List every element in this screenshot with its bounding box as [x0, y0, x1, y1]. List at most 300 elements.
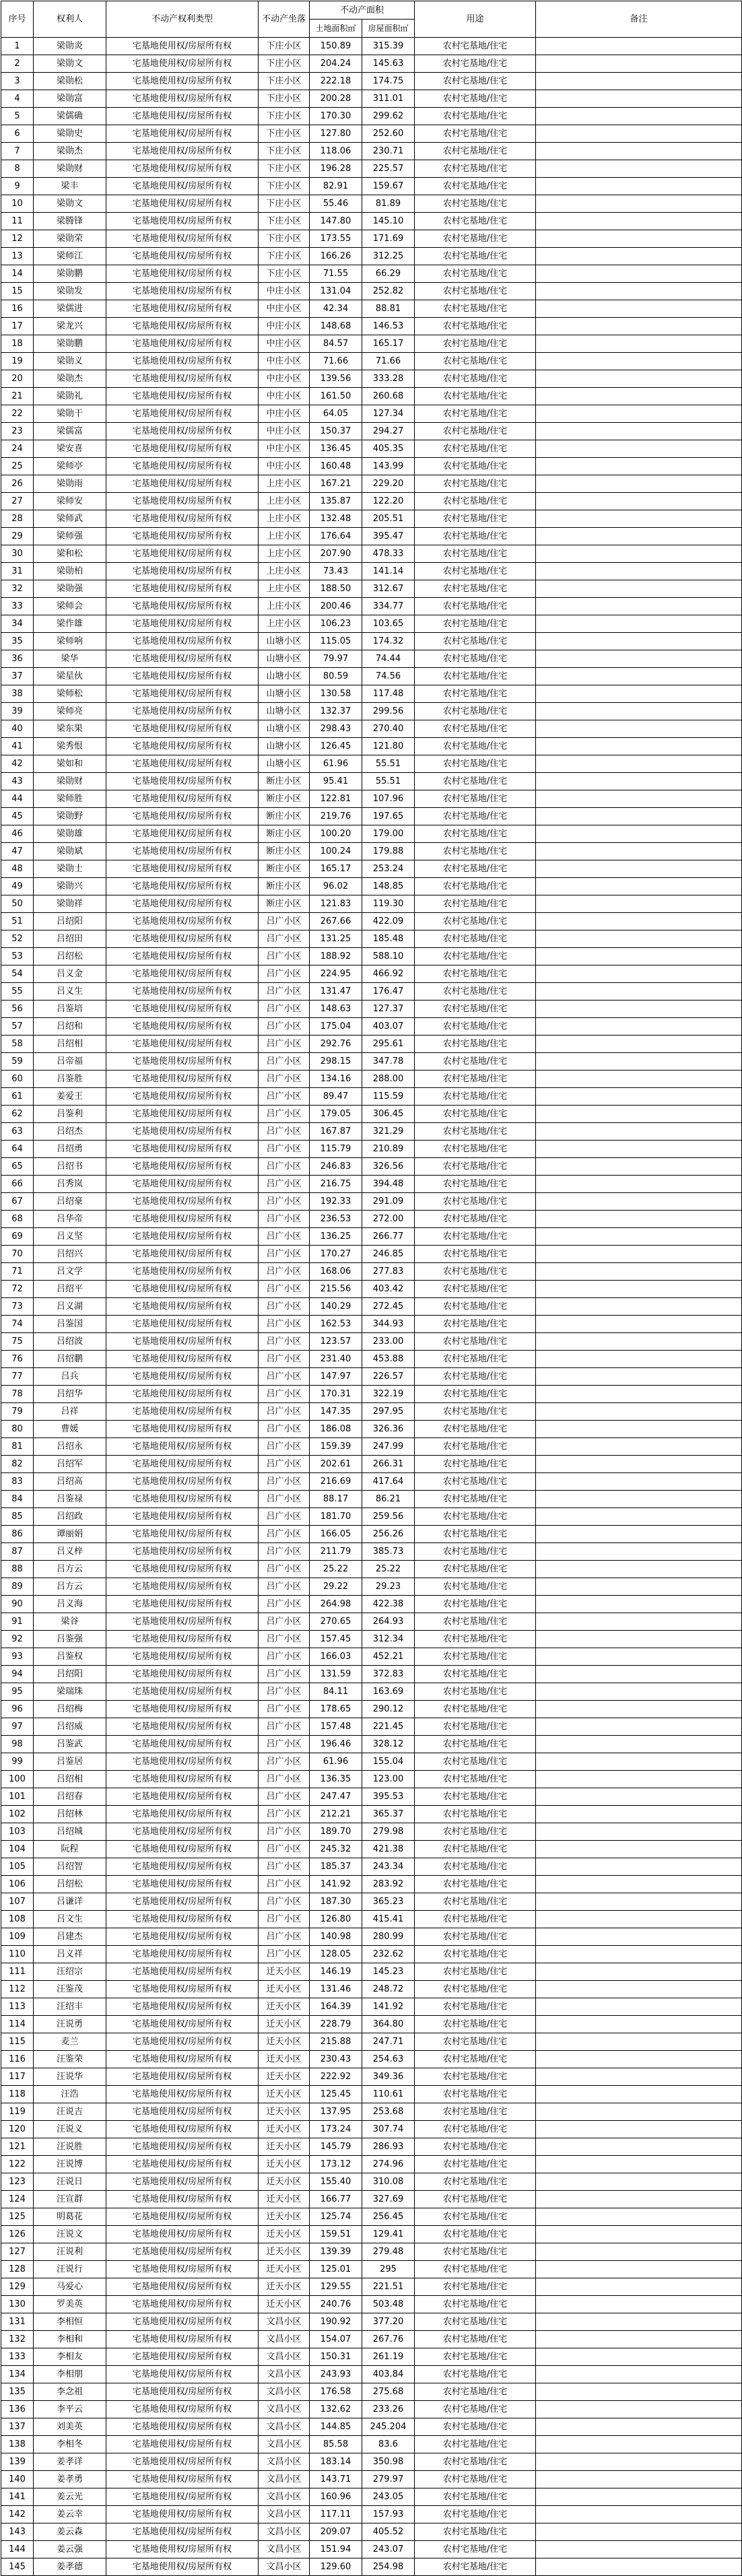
cell-house-area: 83.6: [362, 2436, 415, 2453]
cell-house-area: 274.96: [362, 2156, 415, 2173]
cell-usage: 农村宅基地/住宅: [415, 773, 536, 790]
cell-location: 吕广小区: [259, 1316, 310, 1333]
cell-index: 127: [1, 2243, 34, 2261]
cell-land-area: 147.35: [310, 1403, 362, 1421]
cell-remarks: [536, 318, 742, 335]
cell-house-area: 66.29: [362, 265, 415, 283]
cell-index: 122: [1, 2156, 34, 2173]
cell-owner: 吕鉴胜: [34, 1071, 106, 1088]
table-row: [1, 755, 742, 773]
cell-usage: 农村宅基地/住宅: [415, 1491, 536, 1508]
cell-remarks: [536, 2453, 742, 2471]
cell-index: 52: [1, 930, 34, 948]
cell-usage: 农村宅基地/住宅: [415, 2016, 536, 2033]
cell-remarks: [536, 1666, 742, 1683]
cell-owner: 汪说利: [34, 2243, 106, 2261]
cell-owner: 吕绍和: [34, 1018, 106, 1036]
cell-land-area: 236.53: [310, 1211, 362, 1228]
cell-house-area: 86.21: [362, 1491, 415, 1508]
table-row: [1, 1333, 742, 1351]
cell-right-type: 宅基地使用权/房屋所有权: [106, 1526, 259, 1543]
cell-index: 75: [1, 1333, 34, 1351]
cell-usage: 农村宅基地/住宅: [415, 1263, 536, 1281]
cell-usage: 农村宅基地/住宅: [415, 353, 536, 370]
cell-land-area: 170.30: [310, 108, 362, 125]
cell-location: 山塘小区: [259, 703, 310, 720]
cell-land-area: 183.14: [310, 2453, 362, 2471]
cell-house-area: 221.51: [362, 2278, 415, 2296]
cell-remarks: [536, 143, 742, 160]
cell-usage: 农村宅基地/住宅: [415, 1438, 536, 1456]
cell-house-area: 307.74: [362, 2121, 415, 2138]
cell-remarks: [536, 2366, 742, 2383]
table-row: [1, 1631, 742, 1648]
cell-usage: 农村宅基地/住宅: [415, 1508, 536, 1526]
cell-owner: 梁勋兴: [34, 878, 106, 895]
cell-land-area: 148.68: [310, 318, 362, 335]
cell-right-type: 宅基地使用权/房屋所有权: [106, 178, 259, 195]
cell-land-area: 115.05: [310, 633, 362, 650]
cell-house-area: 297.95: [362, 1403, 415, 1421]
cell-right-type: 宅基地使用权/房屋所有权: [106, 2523, 259, 2541]
cell-remarks: [536, 790, 742, 808]
cell-index: 63: [1, 1123, 34, 1141]
cell-index: 9: [1, 178, 34, 195]
cell-location: 吕广小区: [259, 948, 310, 965]
header-index: 序号: [1, 1, 34, 38]
cell-location: 上庄小区: [259, 528, 310, 545]
cell-location: 断庄小区: [259, 825, 310, 843]
cell-usage: 农村宅基地/住宅: [415, 475, 536, 493]
cell-index: 1: [1, 38, 34, 55]
table-row: [1, 2068, 742, 2086]
cell-right-type: 宅基地使用权/房屋所有权: [106, 1281, 259, 1298]
cell-remarks: [536, 73, 742, 90]
cell-usage: 农村宅基地/住宅: [415, 1316, 536, 1333]
cell-right-type: 宅基地使用权/房屋所有权: [106, 1841, 259, 1858]
cell-remarks: [536, 1123, 742, 1141]
cell-right-type: 宅基地使用权/房屋所有权: [106, 2366, 259, 2383]
cell-remarks: [536, 475, 742, 493]
cell-house-area: 226.57: [362, 1368, 415, 1386]
cell-location: 吕广小区: [259, 983, 310, 1001]
cell-usage: 农村宅基地/住宅: [415, 2348, 536, 2366]
cell-remarks: [536, 2296, 742, 2313]
cell-location: 吕广小区: [259, 1123, 310, 1141]
cell-usage: 农村宅基地/住宅: [415, 1963, 536, 1981]
cell-house-area: 299.62: [362, 108, 415, 125]
cell-land-area: 61.96: [310, 1753, 362, 1771]
cell-land-area: 167.21: [310, 475, 362, 493]
cell-owner: 梁师武: [34, 510, 106, 528]
cell-house-area: 344.93: [362, 1316, 415, 1333]
cell-usage: 农村宅基地/住宅: [415, 2261, 536, 2278]
cell-index: 35: [1, 633, 34, 650]
cell-index: 101: [1, 1788, 34, 1806]
table-row: [1, 1281, 742, 1298]
cell-right-type: 宅基地使用权/房屋所有权: [106, 370, 259, 388]
cell-location: 下庄小区: [259, 195, 310, 213]
cell-owner: 李相冬: [34, 2436, 106, 2453]
cell-index: 81: [1, 1438, 34, 1456]
cell-remarks: [536, 2261, 742, 2278]
cell-owner: 吕义梓: [34, 1543, 106, 1561]
cell-right-type: 宅基地使用权/房屋所有权: [106, 1403, 259, 1421]
cell-house-area: 179.88: [362, 843, 415, 860]
cell-index: 94: [1, 1666, 34, 1683]
table-row: [1, 1648, 742, 1666]
cell-owner: 梁如和: [34, 755, 106, 773]
table-row: [1, 2471, 742, 2488]
cell-location: 吕广小区: [259, 1193, 310, 1211]
cell-house-area: 364.80: [362, 2016, 415, 2033]
cell-usage: 农村宅基地/住宅: [415, 598, 536, 615]
cell-location: 文昌小区: [259, 2488, 310, 2506]
cell-location: 山塘小区: [259, 650, 310, 668]
cell-index: 36: [1, 650, 34, 668]
cell-land-area: 140.29: [310, 1298, 362, 1316]
cell-house-area: 148.85: [362, 878, 415, 895]
cell-right-type: 宅基地使用权/房屋所有权: [106, 580, 259, 598]
cell-land-area: 176.64: [310, 528, 362, 545]
cell-land-area: 29.22: [310, 1578, 362, 1596]
table-row: [1, 335, 742, 353]
cell-index: 111: [1, 1963, 34, 1981]
cell-owner: 梁勋文: [34, 55, 106, 73]
cell-usage: 农村宅基地/住宅: [415, 1333, 536, 1351]
cell-location: 上庄小区: [259, 598, 310, 615]
cell-usage: 农村宅基地/住宅: [415, 1123, 536, 1141]
cell-remarks: [536, 510, 742, 528]
cell-index: 70: [1, 1246, 34, 1263]
cell-usage: 农村宅基地/住宅: [415, 1176, 536, 1193]
cell-remarks: [536, 1246, 742, 1263]
cell-owner: 吕绍松: [34, 948, 106, 965]
cell-remarks: [536, 2383, 742, 2401]
cell-owner: 吕秀岚: [34, 1176, 106, 1193]
cell-right-type: 宅基地使用权/房屋所有权: [106, 1106, 259, 1123]
property-table: [1, 1, 742, 2576]
cell-house-area: 279.98: [362, 1823, 415, 1841]
cell-remarks: [536, 1893, 742, 1911]
cell-land-area: 231.40: [310, 1351, 362, 1368]
table-row: [1, 283, 742, 300]
cell-index: 3: [1, 73, 34, 90]
table-row: [1, 2191, 742, 2208]
cell-land-area: 181.70: [310, 1508, 362, 1526]
cell-index: 77: [1, 1368, 34, 1386]
cell-right-type: 宅基地使用权/房屋所有权: [106, 1596, 259, 1613]
cell-house-area: 179.00: [362, 825, 415, 843]
cell-right-type: 宅基地使用权/房屋所有权: [106, 2506, 259, 2523]
table-row: [1, 1456, 742, 1473]
cell-house-area: 315.39: [362, 38, 415, 55]
cell-remarks: [536, 580, 742, 598]
cell-house-area: 478.33: [362, 545, 415, 563]
table-row: [1, 1998, 742, 2016]
header-location: 不动产坐落: [259, 1, 310, 38]
cell-house-area: 272.00: [362, 1211, 415, 1228]
cell-owner: 汪鉴荣: [34, 2051, 106, 2068]
cell-location: 文昌小区: [259, 2453, 310, 2471]
cell-house-area: 312.34: [362, 1631, 415, 1648]
cell-land-area: 140.98: [310, 1928, 362, 1946]
cell-right-type: 宅基地使用权/房屋所有权: [106, 213, 259, 230]
cell-house-area: 141.14: [362, 563, 415, 580]
cell-usage: 农村宅基地/住宅: [415, 1911, 536, 1928]
cell-owner: 吕绍书: [34, 1158, 106, 1176]
table-row: [1, 2278, 742, 2296]
table-row: [1, 248, 742, 265]
cell-remarks: [536, 1858, 742, 1876]
cell-index: 107: [1, 1893, 34, 1911]
table-row: [1, 545, 742, 563]
cell-location: 吕广小区: [259, 1736, 310, 1753]
cell-remarks: [536, 615, 742, 633]
cell-index: 17: [1, 318, 34, 335]
cell-land-area: 139.56: [310, 370, 362, 388]
cell-usage: 农村宅基地/住宅: [415, 1281, 536, 1298]
cell-house-area: 365.37: [362, 1806, 415, 1823]
cell-usage: 农村宅基地/住宅: [415, 510, 536, 528]
cell-house-area: 115.59: [362, 1088, 415, 1106]
cell-location: 中庄小区: [259, 370, 310, 388]
cell-usage: 农村宅基地/住宅: [415, 160, 536, 178]
cell-land-area: 270.65: [310, 1613, 362, 1631]
table-row: [1, 265, 742, 283]
cell-index: 97: [1, 1718, 34, 1736]
table-row: [1, 55, 742, 73]
cell-remarks: [536, 1263, 742, 1281]
cell-index: 118: [1, 2086, 34, 2103]
cell-location: 吕广小区: [259, 1823, 310, 1841]
cell-location: 吕广小区: [259, 1158, 310, 1176]
cell-remarks: [536, 388, 742, 405]
cell-owner: 梁勋士: [34, 860, 106, 878]
table-row: [1, 1858, 742, 1876]
table-row: [1, 720, 742, 738]
cell-remarks: [536, 213, 742, 230]
cell-right-type: 宅基地使用权/房屋所有权: [106, 790, 259, 808]
cell-usage: 农村宅基地/住宅: [415, 1403, 536, 1421]
cell-remarks: [536, 1421, 742, 1438]
cell-land-area: 144.85: [310, 2418, 362, 2436]
cell-location: 吕广小区: [259, 965, 310, 983]
table-row: [1, 1473, 742, 1491]
cell-owner: 吕谦详: [34, 1893, 106, 1911]
cell-house-area: 277.83: [362, 1263, 415, 1281]
cell-remarks: [536, 1018, 742, 1036]
cell-right-type: 宅基地使用权/房屋所有权: [106, 388, 259, 405]
cell-house-area: 377.20: [362, 2313, 415, 2331]
cell-remarks: [536, 2331, 742, 2348]
cell-index: 29: [1, 528, 34, 545]
cell-owner: 姜云光: [34, 2488, 106, 2506]
cell-house-area: 275.68: [362, 2383, 415, 2401]
cell-right-type: 宅基地使用权/房屋所有权: [106, 1351, 259, 1368]
cell-index: 56: [1, 1001, 34, 1018]
cell-house-area: 267.76: [362, 2331, 415, 2348]
cell-house-area: 141.92: [362, 1998, 415, 2016]
cell-usage: 农村宅基地/住宅: [415, 1823, 536, 1841]
cell-house-area: 259.56: [362, 1508, 415, 1526]
cell-location: 迁天小区: [259, 2138, 310, 2156]
cell-remarks: [536, 353, 742, 370]
table-row: [1, 2261, 742, 2278]
cell-location: 迁天小区: [259, 1981, 310, 1998]
cell-remarks: [536, 1946, 742, 1963]
cell-land-area: 150.37: [310, 423, 362, 440]
cell-index: 98: [1, 1736, 34, 1753]
cell-index: 120: [1, 2121, 34, 2138]
cell-usage: 农村宅基地/住宅: [415, 1771, 536, 1788]
table-row: [1, 1666, 742, 1683]
cell-usage: 农村宅基地/住宅: [415, 1036, 536, 1053]
cell-owner: 姜爱王: [34, 1088, 106, 1106]
cell-house-area: 233.00: [362, 1333, 415, 1351]
cell-land-area: 188.50: [310, 580, 362, 598]
cell-land-area: 88.17: [310, 1491, 362, 1508]
cell-location: 下庄小区: [259, 73, 310, 90]
cell-usage: 农村宅基地/住宅: [415, 388, 536, 405]
cell-house-area: 145.10: [362, 213, 415, 230]
cell-usage: 农村宅基地/住宅: [415, 2103, 536, 2121]
cell-index: 93: [1, 1648, 34, 1666]
cell-owner: 吕绍春: [34, 1788, 106, 1806]
cell-right-type: 宅基地使用权/房屋所有权: [106, 1141, 259, 1158]
cell-usage: 农村宅基地/住宅: [415, 1071, 536, 1088]
cell-location: 吕广小区: [259, 1298, 310, 1316]
cell-usage: 农村宅基地/住宅: [415, 563, 536, 580]
cell-house-area: 121.80: [362, 738, 415, 755]
table-row: [1, 528, 742, 545]
cell-owner: 梁勋富: [34, 90, 106, 108]
cell-index: 82: [1, 1456, 34, 1473]
cell-land-area: 136.45: [310, 440, 362, 458]
table-header: [1, 1, 742, 38]
table-row: [1, 2488, 742, 2506]
cell-house-area: 55.51: [362, 755, 415, 773]
cell-owner: 吕绍永: [34, 1438, 106, 1456]
cell-house-area: 326.56: [362, 1158, 415, 1176]
cell-location: 下庄小区: [259, 90, 310, 108]
cell-index: 116: [1, 2051, 34, 2068]
cell-remarks: [536, 178, 742, 195]
cell-land-area: 243.93: [310, 2366, 362, 2383]
cell-owner: 姜孝勇: [34, 2471, 106, 2488]
cell-location: 迁天小区: [259, 2226, 310, 2243]
cell-right-type: 宅基地使用权/房屋所有权: [106, 808, 259, 825]
cell-location: 上庄小区: [259, 475, 310, 493]
table-row: [1, 1946, 742, 1963]
cell-owner: 吕鉴武: [34, 1736, 106, 1753]
cell-remarks: [536, 1648, 742, 1666]
cell-index: 46: [1, 825, 34, 843]
cell-remarks: [536, 1823, 742, 1841]
table-row: [1, 1718, 742, 1736]
cell-usage: 农村宅基地/住宅: [415, 1648, 536, 1666]
cell-index: 25: [1, 458, 34, 475]
cell-index: 11: [1, 213, 34, 230]
cell-house-area: 403.84: [362, 2366, 415, 2383]
cell-usage: 农村宅基地/住宅: [415, 1683, 536, 1701]
cell-usage: 农村宅基地/住宅: [415, 1946, 536, 1963]
cell-land-area: 100.24: [310, 843, 362, 860]
cell-owner: 吕绍兴: [34, 1246, 106, 1263]
cell-usage: 农村宅基地/住宅: [415, 528, 536, 545]
cell-land-area: 147.80: [310, 213, 362, 230]
cell-remarks: [536, 283, 742, 300]
cell-land-area: 215.56: [310, 1281, 362, 1298]
cell-right-type: 宅基地使用权/房屋所有权: [106, 1998, 259, 2016]
cell-right-type: 宅基地使用权/房屋所有权: [106, 2156, 259, 2173]
cell-land-area: 245.32: [310, 1841, 362, 1858]
cell-owner: 吕绍华: [34, 1386, 106, 1403]
cell-index: 139: [1, 2453, 34, 2471]
cell-usage: 农村宅基地/住宅: [415, 265, 536, 283]
cell-house-area: 279.48: [362, 2243, 415, 2261]
cell-usage: 农村宅基地/住宅: [415, 2138, 536, 2156]
cell-location: 迁天小区: [259, 2156, 310, 2173]
cell-location: 吕广小区: [259, 1701, 310, 1718]
cell-owner: 吕绍相: [34, 1771, 106, 1788]
cell-remarks: [536, 2278, 742, 2296]
cell-right-type: 宅基地使用权/房屋所有权: [106, 1701, 259, 1718]
cell-land-area: 160.48: [310, 458, 362, 475]
table-row: [1, 195, 742, 213]
cell-right-type: 宅基地使用权/房屋所有权: [106, 1508, 259, 1526]
cell-land-area: 118.06: [310, 143, 362, 160]
cell-right-type: 宅基地使用权/房屋所有权: [106, 160, 259, 178]
cell-index: 133: [1, 2348, 34, 2366]
cell-house-area: 466.92: [362, 965, 415, 983]
cell-owner: 吕绍波: [34, 1333, 106, 1351]
cell-remarks: [536, 1911, 742, 1928]
cell-owner: 汪浩: [34, 2086, 106, 2103]
cell-house-area: 395.47: [362, 528, 415, 545]
cell-usage: 农村宅基地/住宅: [415, 2121, 536, 2138]
cell-land-area: 132.62: [310, 2401, 362, 2418]
header-usage: 用途: [415, 1, 536, 38]
cell-index: 136: [1, 2401, 34, 2418]
cell-usage: 农村宅基地/住宅: [415, 948, 536, 965]
cell-right-type: 宅基地使用权/房屋所有权: [106, 2068, 259, 2086]
cell-location: 吕广小区: [259, 1893, 310, 1911]
cell-owner: 刘美英: [34, 2418, 106, 2436]
header-remarks: 备注: [536, 1, 742, 38]
cell-index: 89: [1, 1578, 34, 1596]
cell-house-area: 253.68: [362, 2103, 415, 2121]
cell-usage: 农村宅基地/住宅: [415, 930, 536, 948]
cell-remarks: [536, 2488, 742, 2506]
table-row: [1, 2243, 742, 2261]
cell-right-type: 宅基地使用权/房屋所有权: [106, 2208, 259, 2226]
cell-remarks: [536, 2033, 742, 2051]
cell-usage: 农村宅基地/住宅: [415, 230, 536, 248]
cell-land-area: 173.55: [310, 230, 362, 248]
cell-house-area: 247.71: [362, 2033, 415, 2051]
cell-index: 6: [1, 125, 34, 143]
cell-house-area: 157.93: [362, 2506, 415, 2523]
cell-land-area: 125.45: [310, 2086, 362, 2103]
cell-house-area: 252.82: [362, 283, 415, 300]
cell-right-type: 宅基地使用权/房屋所有权: [106, 1473, 259, 1491]
cell-right-type: 宅基地使用权/房屋所有权: [106, 1666, 259, 1683]
cell-house-area: 246.85: [362, 1246, 415, 1263]
cell-owner: 吕方云: [34, 1578, 106, 1596]
cell-house-area: 230.71: [362, 143, 415, 160]
cell-land-area: 166.05: [310, 1526, 362, 1543]
